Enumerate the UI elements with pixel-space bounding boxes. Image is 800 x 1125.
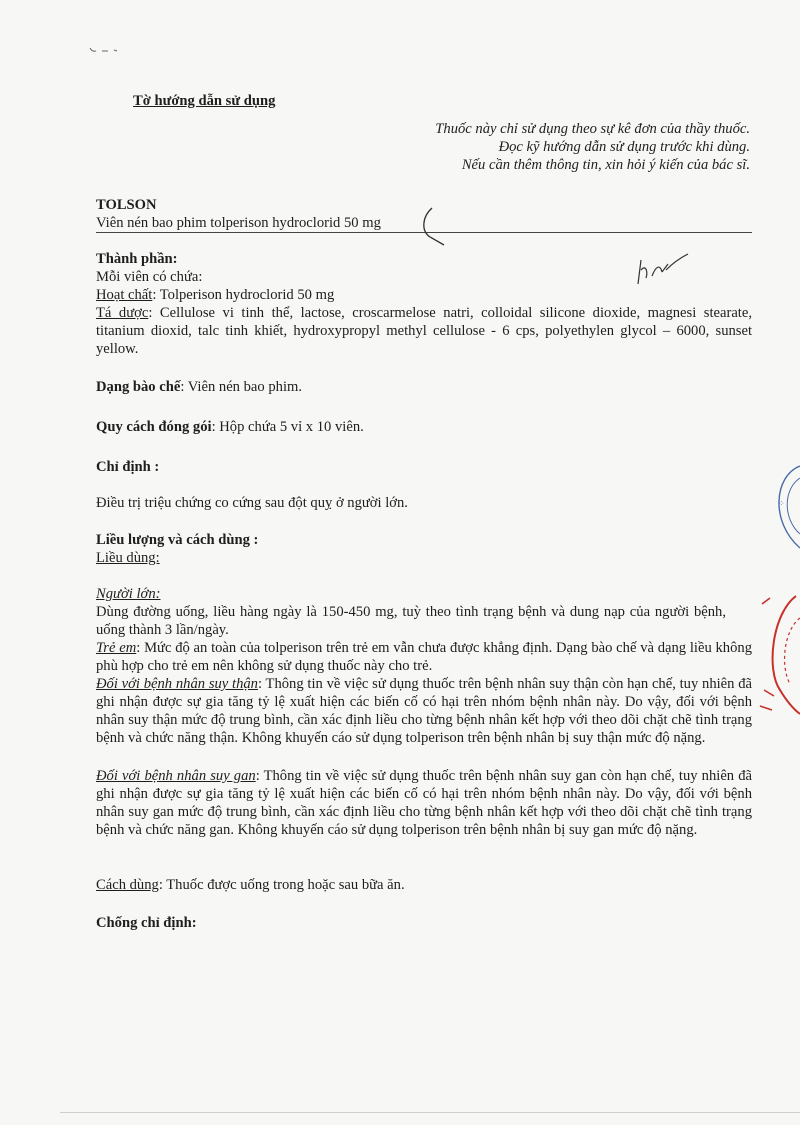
product-name: TOLSON (96, 197, 157, 213)
packaging-text: : Hộp chứa 5 vỉ x 10 viên. (211, 419, 364, 435)
indication-text: Điều trị triệu chứng co cứng sau đột quỵ ở người lớn. (96, 495, 408, 511)
administration-label: Cách dùng (96, 877, 159, 893)
hepatic-text: : Thông tin về việc sử dụng thuốc trên bệnh nhân suy gan còn hạn chế, tuy nhiên đã ghi nhận được sự gia tăng tỷ lệ xuất hiện các biến cố có hại trên nhóm bệnh nhân này. Do vậy, đối với bệnh nhân suy gan mức độ trung bình, cần xác định liều cho từng bệnh nhân kết hợp với theo dõi chặt chẽ tình trạng bệnh và chức năng gan. Không khuyến cáo sử dụng tolperison trên bệnh nhân bị suy gan mức độ nặng. (96, 768, 752, 838)
adult-text: Dùng đường uống, liều hàng ngày là 150-450 mg, tuỳ theo tình trạng bệnh và dung nạp của người bệnh, uống thành 3 lần/ngày. (96, 604, 726, 638)
handwritten-bracket-mark (418, 205, 458, 250)
scan-speck-mark (80, 40, 140, 60)
dosage-form-line (96, 378, 302, 396)
stamp-fragment-red (756, 590, 800, 730)
warning-line-2: Đọc kỹ hướng dẫn sử dụng trước khi dùng. (498, 139, 750, 155)
active-ingredient-line (96, 286, 334, 304)
hepatic-label: Đối với bệnh nhân suy gan (96, 768, 256, 784)
svg-text:⁘: ⁘ (778, 499, 785, 508)
stamp-fragment-blue (764, 462, 800, 552)
renal-paragraph (96, 675, 752, 747)
warning-line-1: Thuốc này chỉ sử dụng theo sự kê đơn của thầy thuốc. (435, 121, 750, 137)
packaging-label: Quy cách đóng gói (96, 419, 212, 435)
dosage-form-label: Dạng bào chế (96, 379, 181, 395)
administration-text: : Thuốc được uống trong hoặc sau bữa ăn. (158, 877, 405, 893)
children-text: : Mức độ an toàn của tolperison trên trẻ em vẫn chưa được khẳng định. Dạng bào chế và dạng liều không phù hợp cho trẻ em nên không sử dụng thuốc này cho trẻ. (96, 640, 752, 674)
dosage-subheading: Liều dùng: (96, 550, 160, 566)
handwritten-initials-mark (632, 248, 692, 288)
contraindication-heading: Chống chỉ định: (96, 915, 197, 931)
renal-text: : Thông tin về việc sử dụng thuốc trên bệnh nhân suy thận còn hạn chế, tuy nhiên đã ghi nhận được sự gia tăng tỷ lệ xuất hiện các biến cố có hại trên nhóm bệnh nhân này. Do vậy, đối với bệnh nhân suy thận mức độ trung bình, cần xác định liều cho từng bệnh nhân kết hợp với theo dõi chặt chẽ tình trạng bệnh và chức năng thận. Không khuyến cáo sử dụng tolperison trên bệnh nhân bị suy thận mức độ nặng. (96, 676, 752, 746)
hepatic-paragraph (96, 767, 752, 839)
product-description: Viên nén bao phim tolperison hydroclorid 50 mg (96, 215, 381, 231)
active-label: Hoạt chất (96, 287, 153, 303)
composition-intro: Mỗi viên có chứa: (96, 269, 203, 285)
dosage-form-text: : Viên nén bao phim. (180, 379, 302, 395)
excipient-label: Tá dược (96, 305, 149, 321)
children-paragraph (96, 639, 752, 675)
adult-label: Người lớn: (96, 586, 161, 602)
excipient-text: : Cellulose vi tinh thể, lactose, croscarmelose natri, colloidal silicone dioxide, magnesi stearate, titanium dioxid, talc tinh khiết, hydroxypropyl methyl cellulose - 6 cps, polyethylen glycol – 6000, sunset yellow. (96, 305, 752, 357)
composition-heading: Thành phần: (96, 251, 178, 267)
renal-label: Đối với bệnh nhân suy thận (96, 676, 258, 692)
scan-bottom-line (60, 1112, 800, 1113)
dosage-heading: Liều lượng và cách dùng : (96, 532, 259, 548)
leaflet-title: Tờ hướng dẫn sử dụng (133, 93, 276, 109)
active-text: : Tolperison hydroclorid 50 mg (152, 287, 335, 303)
administration-line (96, 876, 405, 894)
packaging-line (96, 418, 364, 436)
children-label: Trẻ em (96, 640, 137, 656)
indication-heading: Chỉ định : (96, 459, 160, 475)
excipient-paragraph (96, 304, 752, 358)
warning-line-3: Nếu cần thêm thông tin, xin hỏi ý kiến của bác sĩ. (461, 157, 750, 173)
